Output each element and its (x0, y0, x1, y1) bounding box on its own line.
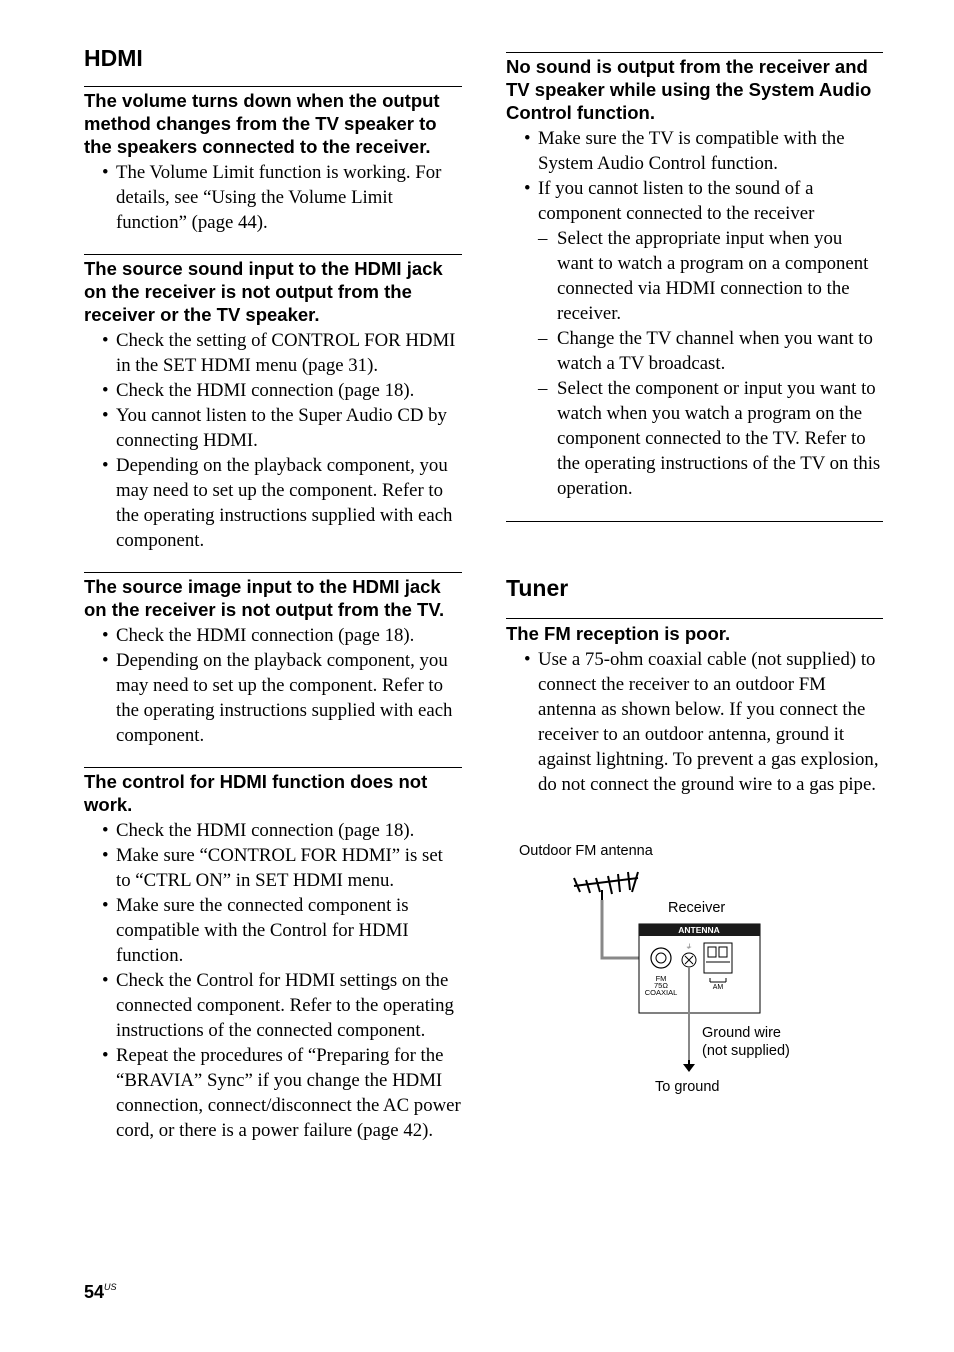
page-number (84, 1282, 117, 1303)
bullet-text: If you cannot listen to the sound of a component connected to the receiver (538, 178, 815, 224)
bullet-list (506, 126, 883, 501)
fm-jack-inner (656, 953, 666, 963)
bullet-item (538, 176, 883, 501)
bullet-item: • Make sure the connected component is compatible with the Control for HDMI function. (116, 893, 462, 968)
topic-heading: The control for HDMI function does not work. (84, 771, 428, 815)
bullet-list (84, 818, 462, 1143)
topic-heading: The volume turns down when the output method changes from the TV speaker to the speakers connected to the receiver. (84, 90, 440, 157)
bullet-item: • Check the setting of CONTROL FOR HDMI in the SET HDMI menu (page 31). (116, 328, 462, 378)
topic-control-for-hdmi (84, 770, 462, 1143)
bullet-item: • Use a 75-ohm coaxial cable (not supplied) to connect the receiver to an outdoor FM antenna as shown below. If you connect the receiver to an outdoor antenna, ground it against lightning. To prevent a gas explosion, do not connect the ground wire to a gas pipe. (538, 647, 883, 797)
divider (506, 618, 883, 619)
bullet-item: • Make sure the TV is compatible with the System Audio Control function. (538, 126, 883, 176)
divider (84, 86, 462, 87)
topic-volume-turns-down (84, 89, 462, 235)
ground-arrow-icon (683, 1064, 695, 1072)
to-ground-label: To ground (655, 1079, 720, 1095)
fm-antenna-diagram (506, 838, 883, 1100)
divider (506, 52, 883, 53)
left-column (84, 40, 462, 1162)
bullet-item: • Check the HDMI connection (page 18). (116, 378, 462, 403)
bullet-item: • Depending on the playback component, you may need to set up the component. Refer to the operating instructions supplied with each component. (116, 648, 462, 748)
bullet-list (506, 647, 883, 797)
page-number-value: 54 (84, 1282, 105, 1302)
bullet-item: • The Volume Limit function is working. For details, see “Using the Volume Limit function” (page 44). (116, 160, 462, 235)
fm-label-3: COAXIAL (644, 988, 678, 997)
section-title-tuner: Tuner (506, 575, 569, 601)
bullet-item: • Check the HDMI connection (page 18). (116, 818, 462, 843)
bullet-item: • You cannot listen to the Super Audio CD by connecting HDMI. (116, 403, 462, 453)
bullet-list (84, 160, 462, 235)
topic-fm-reception (506, 622, 883, 797)
am-label: AM (712, 984, 724, 991)
diagram-svg (506, 838, 883, 1100)
fm-label-2: 75Ω (654, 981, 668, 990)
topic-source-sound (84, 257, 462, 553)
dash-item: – Select the component or input you want to watch when you watch a program on the component connected to the TV. Refer to the operating instructions of the TV on this operation. (557, 376, 883, 501)
topic-heading: The FM reception is poor. (506, 623, 731, 644)
divider (84, 767, 462, 768)
divider (506, 521, 883, 522)
divider (84, 572, 462, 573)
topic-source-image (84, 575, 462, 748)
bullet-list (84, 328, 462, 553)
receiver-panel (639, 924, 760, 1013)
fm-label-1: FM (655, 974, 667, 983)
dash-item: – Change the TV channel when you want to watch a TV broadcast. (557, 326, 883, 376)
section-title-hdmi: HDMI (84, 45, 143, 71)
divider (84, 254, 462, 255)
ground-symbol: ⏚ (685, 944, 692, 951)
bullet-item: • Make sure “CONTROL FOR HDMI” is set to “CTRL ON” in SET HDMI menu. (116, 843, 462, 893)
panel-label: ANTENNA (678, 925, 720, 935)
bullet-item: • Repeat the procedures of “Preparing for the “BRAVIA” Sync” if you change the HDMI connection, connect/disconnect the AC power cord, or there is a power failure (page 42). (116, 1043, 462, 1143)
topic-no-sound-system-audio (506, 55, 883, 501)
antenna-icon (574, 872, 638, 900)
receiver-label: Receiver (668, 900, 726, 916)
topic-heading: No sound is output from the receiver and TV speaker while using the System Audio Control function. (506, 56, 872, 123)
topic-heading: The source sound input to the HDMI jack on the receiver is not output from the receiver or the TV speaker. (84, 258, 443, 325)
bullet-list (84, 623, 462, 748)
page-suffix: US (104, 1282, 117, 1292)
bullet-item: • Depending on the playback component, you may need to set up the component. Refer to the operating instructions supplied with each component. (116, 453, 462, 553)
right-column (506, 40, 883, 816)
ground-wire-label-1: Ground wire (702, 1025, 781, 1041)
dash-list (538, 226, 883, 501)
bullet-item: • Check the Control for HDMI settings on the connected component. Refer to the operating instructions of the connected component. (116, 968, 462, 1043)
topic-heading: The source image input to the HDMI jack on the receiver is not output from the TV. (84, 576, 445, 620)
dash-item: – Select the appropriate input when you want to watch a program on a component connected via HDMI connection to the receiver. (557, 226, 883, 326)
ground-wire-label-2: (not supplied) (702, 1043, 790, 1059)
bullet-item: • Check the HDMI connection (page 18). (116, 623, 462, 648)
antenna-label: Outdoor FM antenna (519, 843, 653, 859)
